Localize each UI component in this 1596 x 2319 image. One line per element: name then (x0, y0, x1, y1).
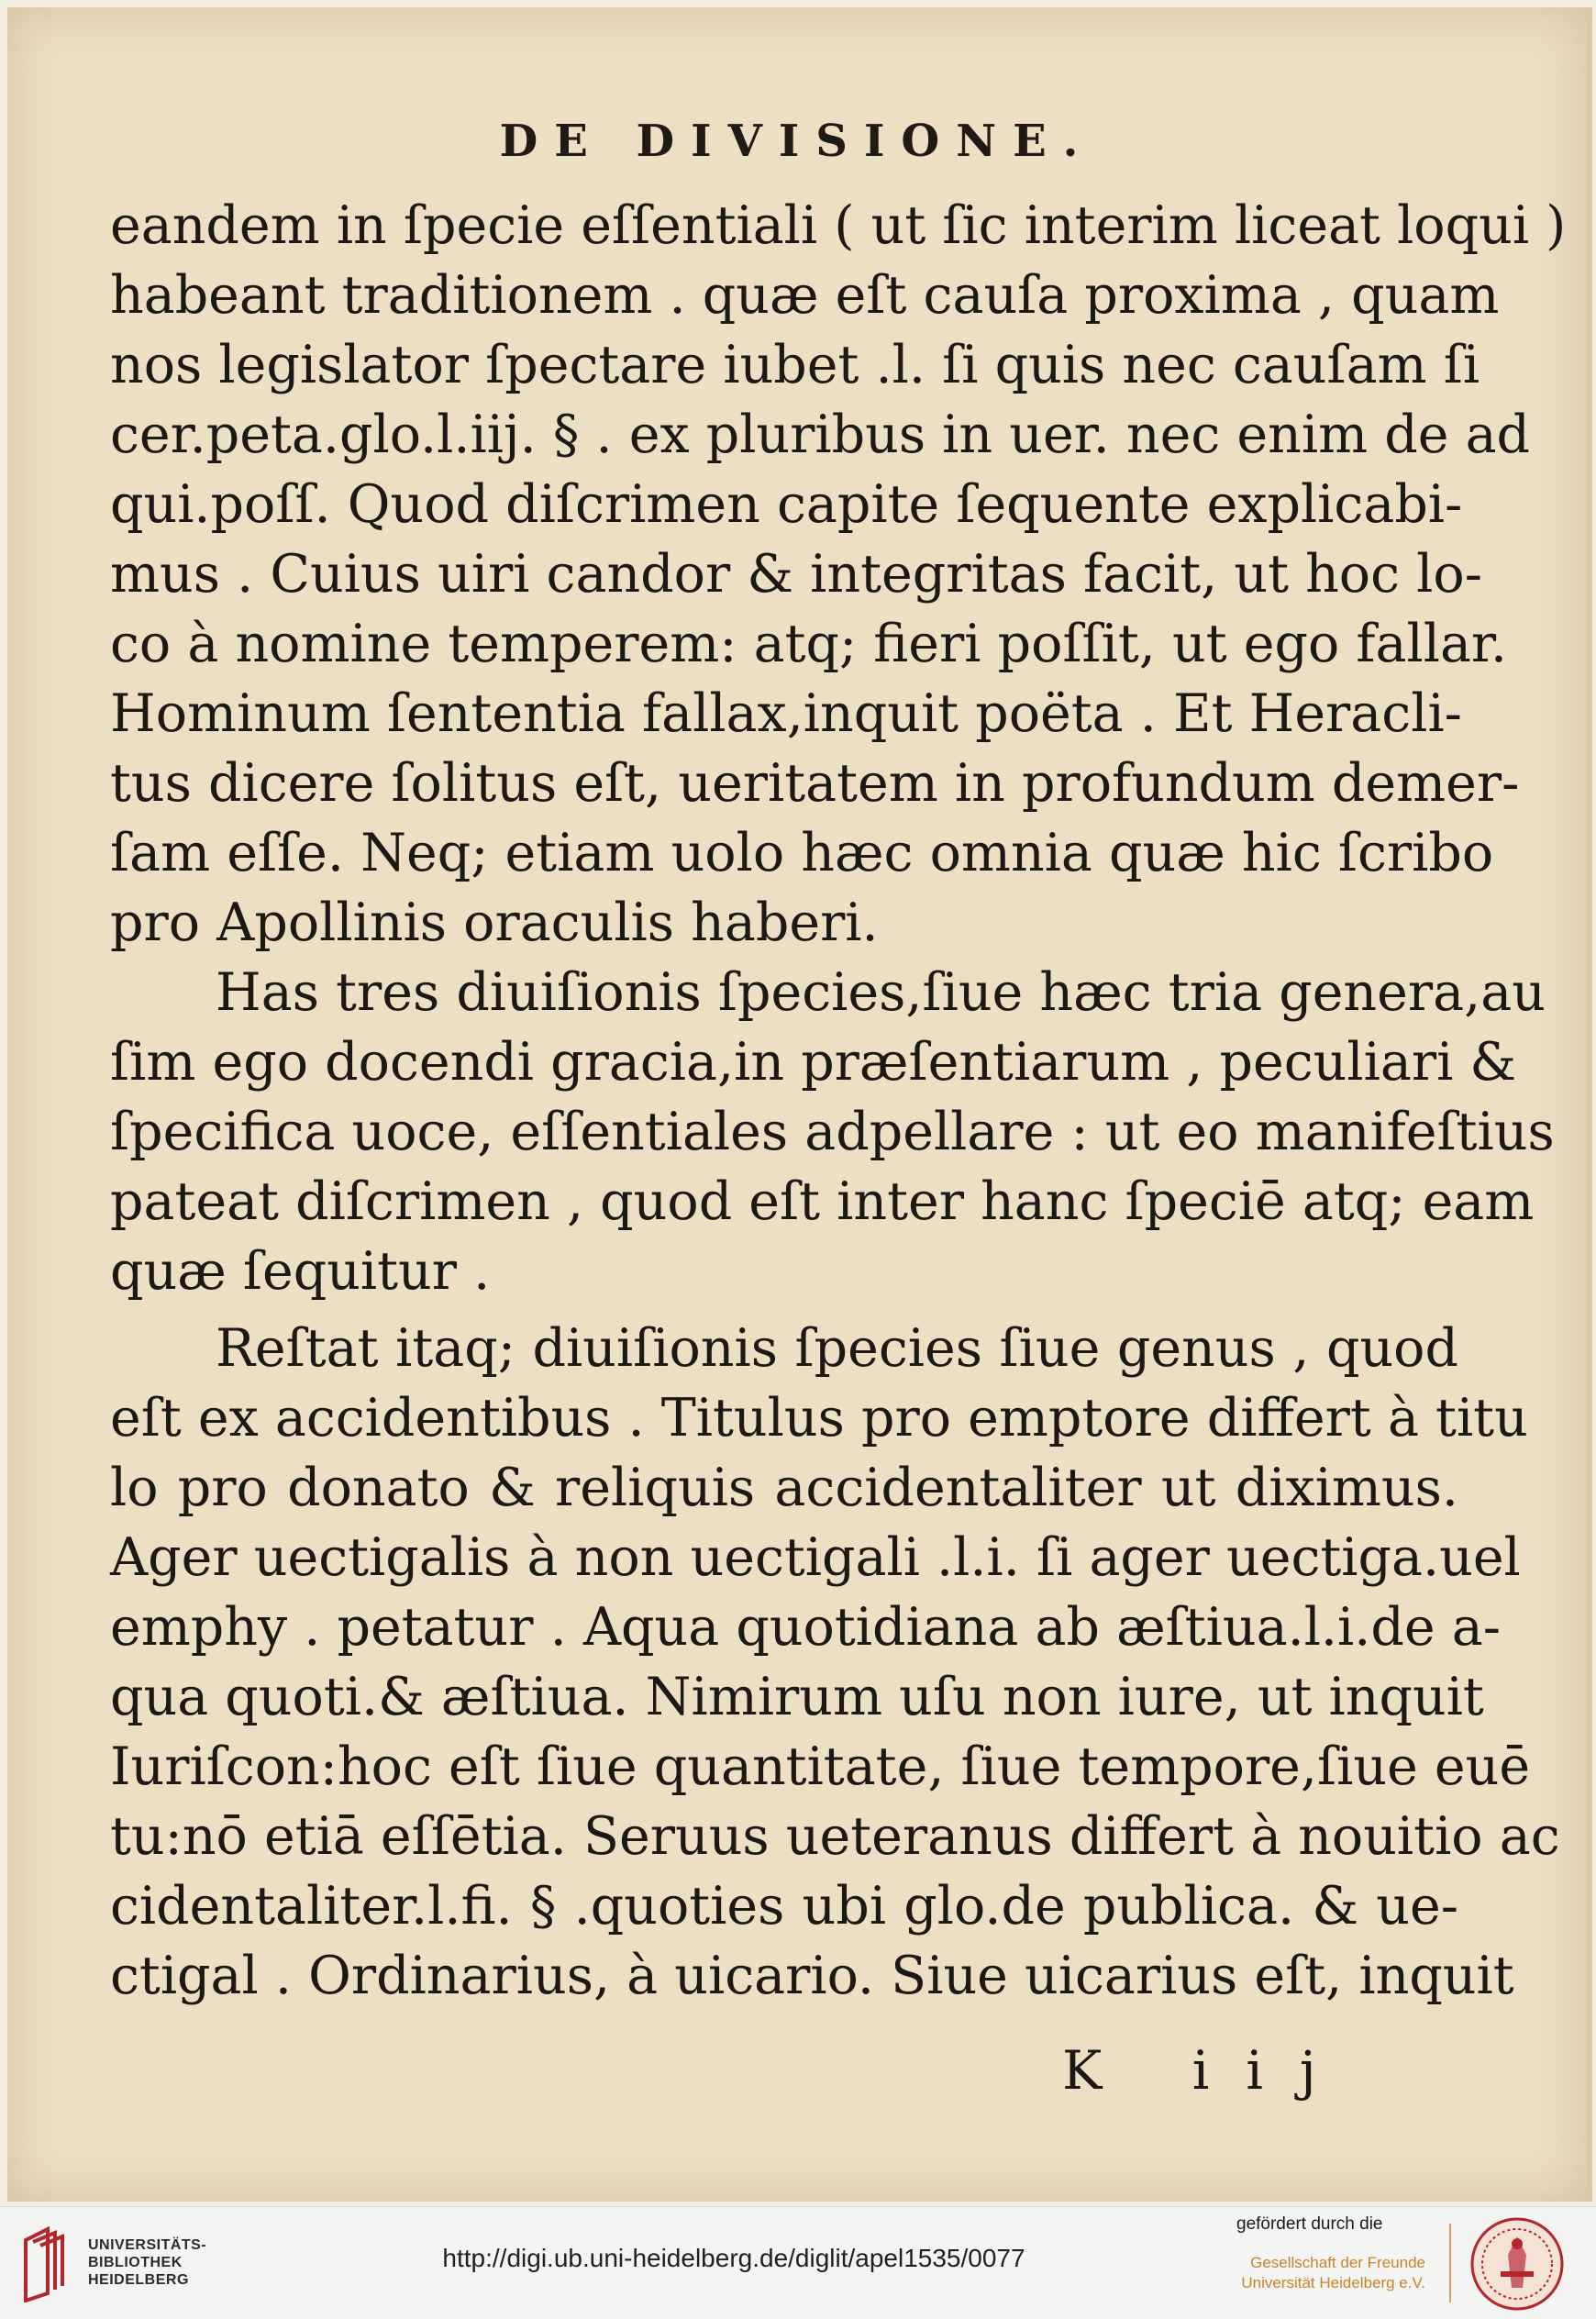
text-line: nos legislator ſpectare iubet .l. ſi quis nec cauſam ſi (110, 335, 1480, 395)
signature-mark: K iij (1062, 2039, 1353, 2102)
text-line: pateat diſcrimen , quod eſt inter hanc ſpeciē atq; eam (110, 1171, 1535, 1232)
text-line: co à nomine temperem: atq; fieri poſſit, ut ego fallar. (110, 614, 1508, 674)
text-line: tu:nō etiā eſſētia. Seruus ueteranus differt à nouitio ac (110, 1806, 1560, 1867)
sponsor-name[interactable]: Gesellschaft der Freunde Universität Heidelberg e.V. (1241, 2254, 1425, 2291)
text-line: emphy . petatur . Aqua quotidiana ab æſtiua.l.i.de a- (110, 1597, 1501, 1658)
text-line: eſt ex accidentibus . Titulus pro emptore differt à titu (110, 1388, 1528, 1448)
footer-divider (1449, 2224, 1451, 2302)
text-line: qui.poſſ. Quod diſcrimen capite ſequente explicabi- (110, 474, 1463, 535)
text-line: Iuriſcon:hoc eſt ſiue quantitate, ſiue tempore,ſiue euē (110, 1736, 1531, 1797)
text-line: pro Apollinis oraculis haberi. (110, 893, 879, 953)
text-line: Ager uectigalis à non uectigali .l.i. ſi ager uectiga.uel (110, 1527, 1521, 1588)
footer-bar (0, 2206, 1596, 2319)
paragraph-start: Has tres diuiſionis ſpecies,ſiue hæc tria genera,au (216, 962, 1546, 1023)
text-line: lo pro donato & reliquis accidentaliter ut diximus. (110, 1458, 1458, 1518)
sponsor-label: gefördert durch die (1236, 2214, 1383, 2234)
text-line: ſpecifica uoce, eſſentiales adpellare : ut eo manifeſtius (110, 1102, 1555, 1162)
university-seal-icon (1469, 2216, 1565, 2312)
text-line: ctigal . Ordinarius, à uicario. Siue uicarius eſt, inquit (110, 1946, 1514, 2006)
running-head: DE DIVISIONE. (499, 116, 1095, 167)
text-line: cidentaliter.l.fi. § .quoties ubi glo.de publica. & ue- (110, 1876, 1458, 1936)
text-line: Hominum ſententia fallax,inquit poëta . Et Heracli- (110, 683, 1462, 744)
text-line: mus . Cuius uiri candor & integritas facit, ut hoc lo- (110, 544, 1482, 605)
text-line: ſam eſſe. Neq; etiam uolo hæc omnia quæ hic ſcribo (110, 823, 1494, 883)
text-line: ſim ego docendi gracia,in præſentiarum , peculiari & (110, 1032, 1517, 1093)
body-text (110, 191, 1567, 2011)
text-line: habeant traditionem . quæ eſt cauſa proxima , quam (110, 265, 1500, 326)
book-page (7, 7, 1592, 2202)
text-line: tus dicere ſolitus eſt, ueritatem in profundum demer- (110, 753, 1520, 814)
permalink-url[interactable]: http://digi.ub.uni-heidelberg.de/diglit/apel1535/0077 (442, 2244, 1025, 2272)
paragraph-start: Reſtat itaq; diuiſionis ſpecies ſiue genus , quod (216, 1318, 1458, 1379)
text-line: quæ ſequitur . (110, 1241, 491, 1302)
library-name: UNIVERSITÄTS- BIBLIOTHEK HEIDELBERG (88, 2237, 207, 2288)
text-line: cer.peta.glo.l.iij. § . ex pluribus in uer. nec enim de ad (110, 405, 1531, 465)
text-line: eandem in ſpecie eſſentiali ( ut ſic interim liceat loqui ) (110, 195, 1567, 256)
text-line: qua quoti.& æſtiua. Nimirum uſu non iure, ut inquit (110, 1667, 1484, 1727)
